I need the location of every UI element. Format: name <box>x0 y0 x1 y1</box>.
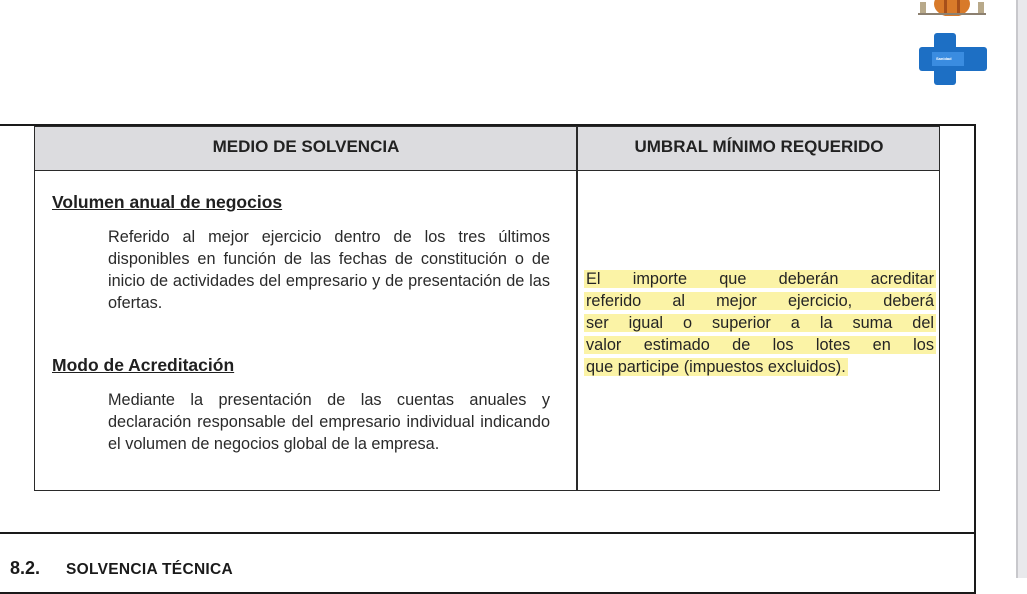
section-number: 8.2. <box>10 558 41 578</box>
header-medio-solvencia: MEDIO DE SOLVENCIA <box>212 137 400 156</box>
threshold-text <box>584 268 936 378</box>
threshold-line: valor estimado de los lotes en los <box>586 336 934 354</box>
heading-volumen-anual: Volumen anual de negocios <box>52 192 283 212</box>
svg-text:Sanidad: Sanidad <box>936 56 952 61</box>
threshold-line: referido al mejor ejercicio, deberá <box>586 292 934 310</box>
frame-separator <box>0 532 976 534</box>
paragraph-modo-acreditacion: Mediante la presentación de las cuentas anuales y declaración responsable del empresario individual indicando el volumen de negocios global de la empresa. <box>108 391 550 453</box>
paragraph-volumen-anual: Referido al mejor ejercicio dentro de los tres últimos disponibles en función de las fechas de constitución o de inicio de actividades del empresario y de presentación de las ofertas. <box>108 228 550 312</box>
health-cross-logo <box>916 33 988 85</box>
heading-modo-acreditacion: Modo de Acreditación <box>52 355 235 375</box>
section-title <box>10 558 233 579</box>
threshold-line: que participe (impuestos excluidos). <box>586 358 846 376</box>
header-umbral-minimo: UMBRAL MÍNIMO REQUERIDO <box>634 137 884 156</box>
threshold-line: ser igual o superior a la suma del <box>586 314 934 332</box>
page-edge <box>1018 0 1027 578</box>
section-title-text: SOLVENCIA TÉCNICA <box>66 561 234 578</box>
coat-of-arms-icon <box>916 0 988 16</box>
threshold-line: El importe que deberán acreditar <box>586 270 934 288</box>
column-divider <box>576 126 578 491</box>
